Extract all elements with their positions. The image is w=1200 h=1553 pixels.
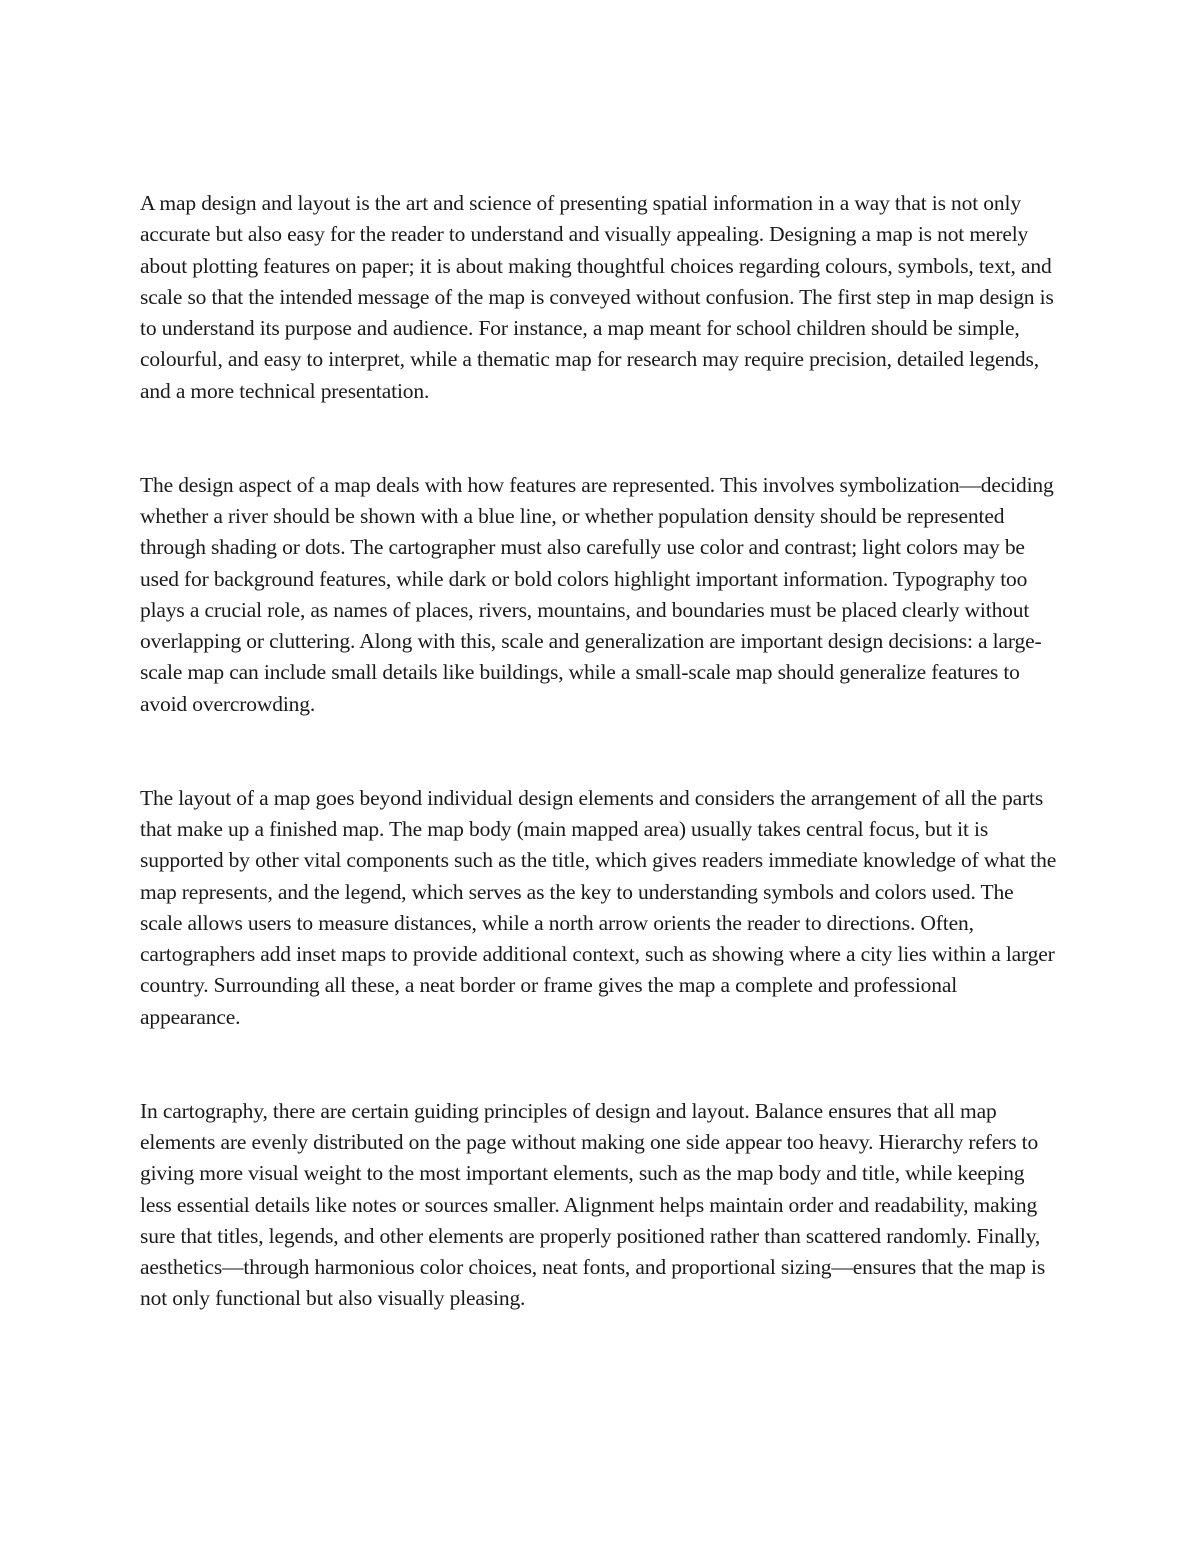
paragraph-design-aspect: The design aspect of a map deals with how features are represented. This involves symbolization—deciding whether a river should be shown with a blue line, or whether population density should be represented through shading or dots. The cartographer must also carefully use color and contrast; light colors may be used for background features, while dark or bold colors highlight important information. Typography too plays a crucial role, as names of places, rivers, mountains, and boundaries must be placed clearly without overlapping or cluttering. Along with this, scale and generalization are important design decisions: a large-scale map can include small details like buildings, while a small-scale map should generalize features to avoid overcrowding. (140, 472, 1054, 716)
paragraph-principles: In cartography, there are certain guiding principles of design and layout. Balance ensures that all map elements are evenly distributed on the page without making one side appear too heavy. Hierarchy refers to giving more visual weight to the most important elements, such as the map body and title, while keeping less essential details like notes or sources smaller. Alignment helps maintain order and readability, making sure that titles, legends, and other elements are properly positioned rather than scattered randomly. Finally, aesthetics—through harmonious color choices, neat fonts, and proportional sizing—ensures that the map is not only functional but also visually pleasing. (140, 1098, 1046, 1311)
document-body (140, 188, 1060, 1315)
paragraph-map-design-intro: A map design and layout is the art and science of presenting spatial information in a way that is not only accurate but also easy for the reader to understand and visually appealing. Designing a map is not merely about plotting features on paper; it is about making thoughtful choices regarding colours, symbols, text, and scale so that the intended message of the map is conveyed without confusion. The first step in map design is to understand its purpose and audience. For instance, a map meant for school children should be simple, colourful, and easy to interpret, while a thematic map for research may require precision, detailed legends, and a more technical presentation. (140, 191, 1054, 403)
paragraph-layout: The layout of a map goes beyond individual design elements and considers the arrangement of all the parts that make up a finished map. The map body (main mapped area) usually takes central focus, but it is supported by other vital components such as the title, which gives readers immediate knowledge of what the map represents, and the legend, which serves as the key to understanding symbols and colors used. The scale allows users to measure distances, while a north arrow orients the reader to directions. Often, cartographers add inset maps to provide additional context, such as showing where a city lies within a larger country. Surrounding all these, a neat border or frame gives the map a complete and professional appearance. (140, 785, 1057, 1029)
